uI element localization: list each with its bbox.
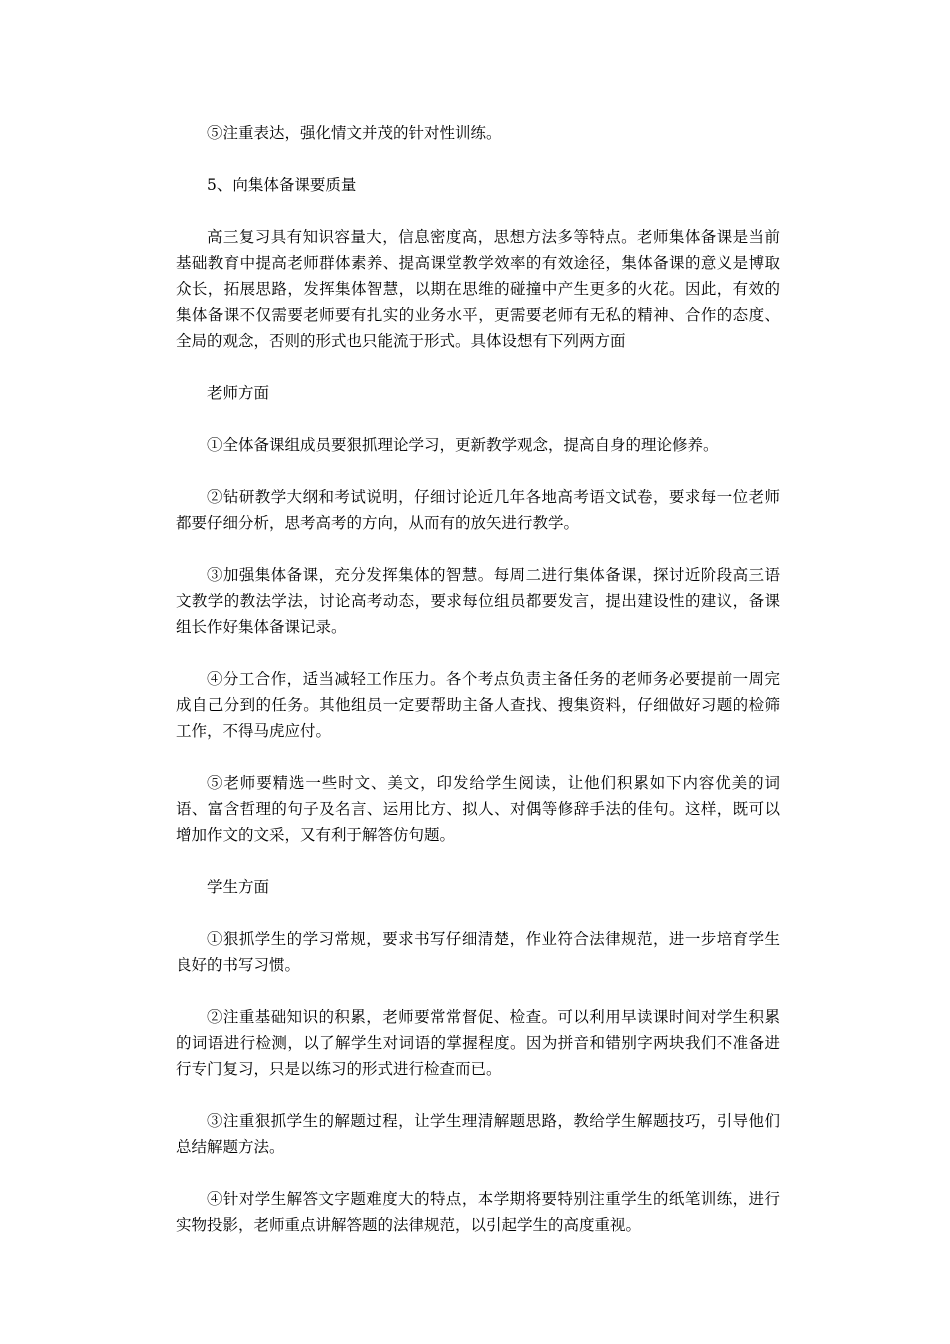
section-heading: 5、向集体备课要质量 <box>207 176 357 194</box>
paragraph: ⑤老师要精选一些时文、美文，印发给学生阅读，让他们积累如下内容优美的词语、富含哲理的句子及名言、运用比方、拟人、对偶等修辞手法的佳句。这样，既可以增加作文的文采，又有利于解答仿句题。 <box>176 774 780 844</box>
paragraph: ④分工合作，适当减轻工作压力。各个考点负责主备任务的老师务必要提前一周完成自己分到的任务。其他组员一定要帮助主备人查找、搜集资料，仔细做好习题的检筛工作，不得马虎应付。 <box>176 670 780 740</box>
paragraph: ③注重狠抓学生的解题过程，让学生理清解题思路，教给学生解题技巧，引导他们总结解题方法。 <box>176 1112 780 1156</box>
subsection-heading: 学生方面 <box>207 878 270 896</box>
paragraph: ⑤注重表达，强化情文并茂的针对性训练。 <box>207 124 502 142</box>
subsection-heading: 老师方面 <box>207 384 270 402</box>
paragraph: ③加强集体备课，充分发挥集体的智慧。每周二进行集体备课，探讨近阶段高三语文教学的教法学法，讨论高考动态，要求每位组员都要发言，提出建设性的建议，备课组长作好集体备课记录。 <box>176 566 780 636</box>
paragraph: ①狠抓学生的学习常规，要求书写仔细清楚，作业符合法律规范，进一步培育学生良好的书写习惯。 <box>176 930 780 974</box>
paragraph: 高三复习具有知识容量大，信息密度高，思想方法多等特点。老师集体备课是当前基础教育中提高老师群体素养、提高课堂教学效率的有效途径，集体备课的意义是博取众长，拓展思路，发挥集体智慧，以期在思维的碰撞中产生更多的火花。因此，有效的集体备课不仅需要老师要有扎实的业务水平，更需要老师有无私的精神、合作的态度、全局的观念，否则的形式也只能流于形式。具体设想有下列两方面 <box>176 228 780 350</box>
paragraph: ②注重基础知识的积累，老师要常常督促、检查。可以利用早读课时间对学生积累的词语进行检测，以了解学生对词语的掌握程度。因为拼音和错别字两块我们不准备进行专门复习，只是以练习的形式进行检查而已。 <box>176 1008 780 1078</box>
paragraph: ②钻研教学大纲和考试说明，仔细讨论近几年各地高考语文试卷，要求每一位老师都要仔细分析，思考高考的方向，从而有的放矢进行教学。 <box>176 488 780 532</box>
document-page <box>176 120 780 1264</box>
paragraph: ④针对学生解答文字题难度大的特点，本学期将要特别注重学生的纸笔训练，进行实物投影，老师重点讲解答题的法律规范，以引起学生的高度重视。 <box>176 1190 780 1234</box>
paragraph: ①全体备课组成员要狠抓理论学习，更新教学观念，提高自身的理论修养。 <box>207 436 719 454</box>
